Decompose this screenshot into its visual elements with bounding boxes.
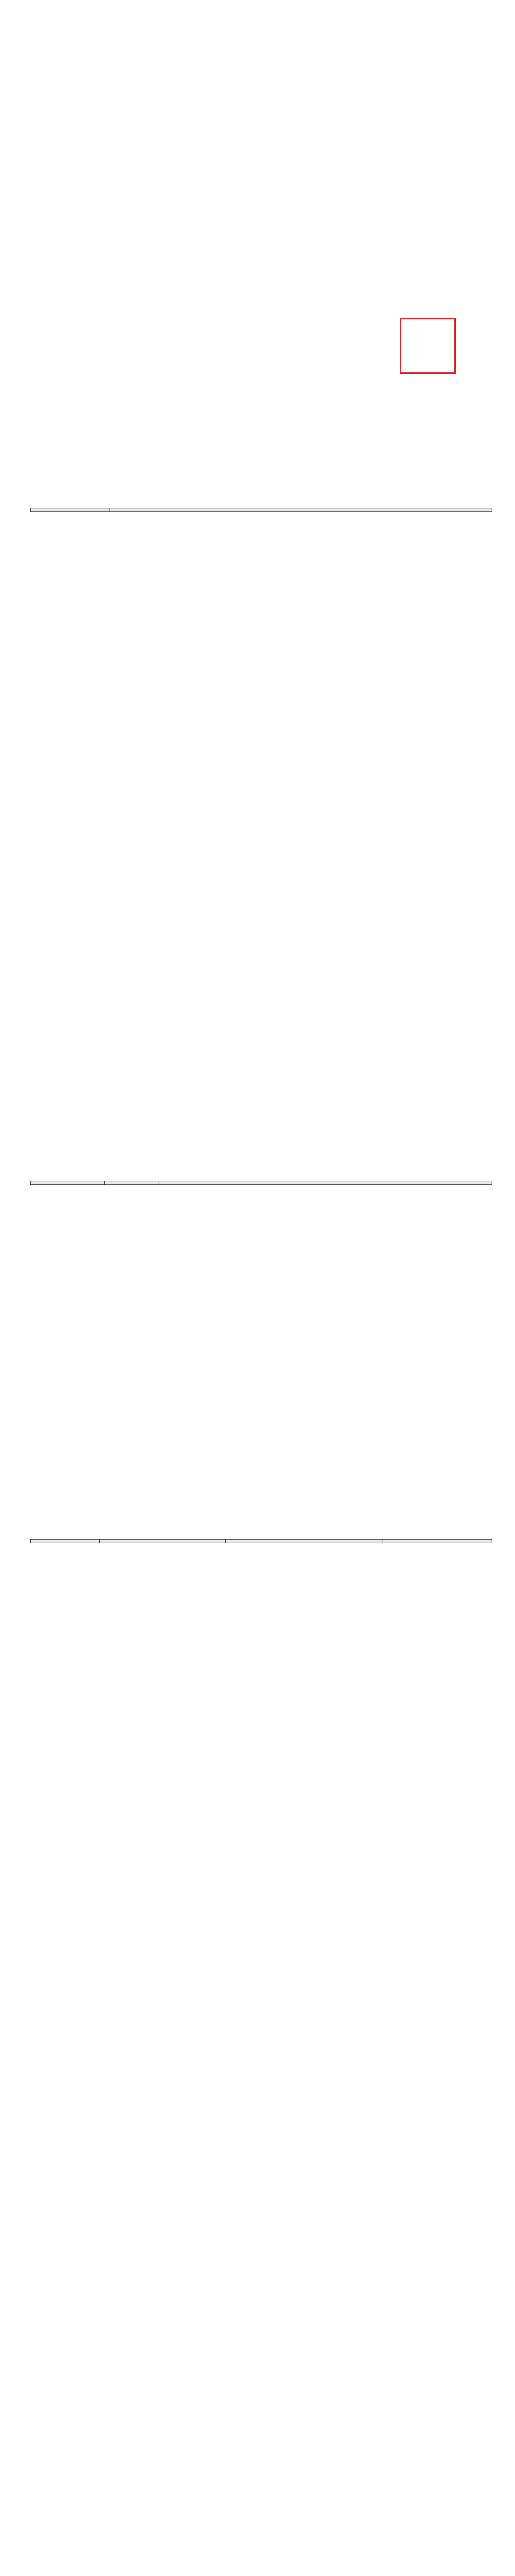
schedule-table (30, 1539, 492, 1543)
table-header (226, 1540, 383, 1543)
table-header (110, 508, 492, 512)
table-header (100, 1540, 226, 1543)
table-header (31, 1540, 100, 1543)
recruit-overview-table (30, 508, 492, 512)
table-header (383, 1540, 492, 1543)
table-header (105, 1181, 158, 1185)
table-header (31, 1181, 105, 1185)
table-header (31, 508, 110, 512)
table-header (158, 1181, 492, 1185)
criteria-table (30, 1181, 492, 1185)
official-seal (400, 318, 456, 374)
